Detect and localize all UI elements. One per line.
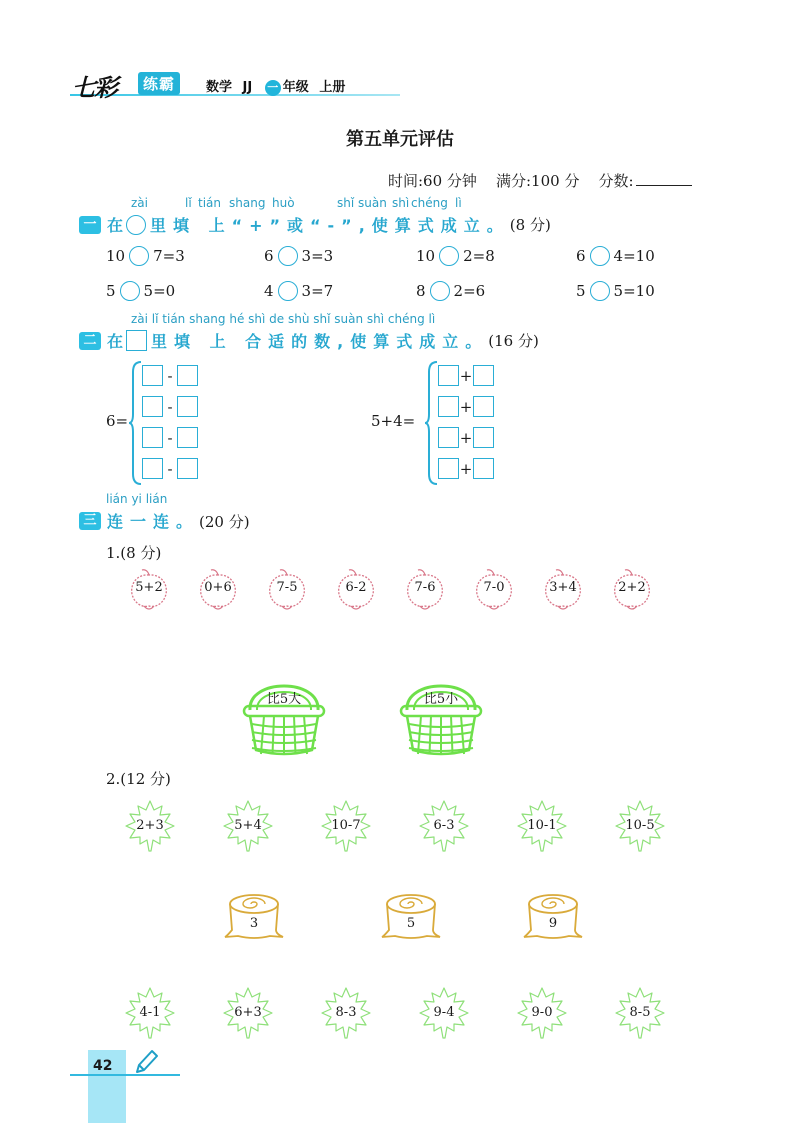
fill-row: + (438, 453, 494, 484)
peach-card-text: 7-0 (483, 580, 505, 595)
header-info (206, 76, 345, 96)
leaf-card-text: 6-3 (433, 818, 455, 833)
leaf-card[interactable] (122, 798, 178, 854)
score-label: 分数: (598, 172, 634, 190)
answer-circle[interactable] (278, 246, 298, 266)
stump-card[interactable] (224, 892, 284, 940)
answer-box[interactable] (142, 458, 163, 479)
section3-instruction: 连一连。(20 分) (107, 512, 250, 531)
leaf-card[interactable] (318, 798, 374, 854)
equation: 5 5=10 (576, 282, 655, 300)
leaf-card[interactable] (220, 798, 276, 854)
section3-score: (20 分) (199, 513, 250, 531)
peach-card-text: 7-6 (414, 580, 436, 595)
section1-equations (106, 246, 706, 316)
peach-card-text: 3+4 (549, 580, 577, 595)
equation: 10 2=8 (416, 247, 495, 265)
brace-left-label: 6= (106, 412, 129, 430)
peach-card-text: 6-2 (345, 580, 367, 595)
section1-score: (8 分) (509, 216, 551, 234)
answer-box[interactable] (142, 365, 163, 386)
fill-row: - (142, 391, 198, 422)
leaf-card[interactable] (612, 798, 668, 854)
peach-card-text: 2+2 (618, 580, 646, 595)
subject: 数学 (206, 80, 233, 95)
answer-circle[interactable] (590, 246, 610, 266)
section3-pinyin: lián yi lián (106, 492, 168, 506)
stump-card-text: 5 (406, 916, 416, 931)
equation: 4 3=7 (264, 282, 334, 300)
edition: JJ (242, 80, 253, 95)
peach-card[interactable] (196, 568, 240, 612)
part1-label: 1.(8 分) (106, 544, 162, 562)
leaf-card-text: 5+4 (234, 818, 262, 833)
fill-row: - (142, 453, 198, 484)
answer-box[interactable] (142, 427, 163, 448)
basket-card[interactable] (397, 668, 485, 758)
peach-card[interactable] (265, 568, 309, 612)
brand-logo-badge: 练霸 (138, 72, 180, 95)
brand-logo: 七彩 (72, 74, 116, 102)
right-fill-group (438, 360, 494, 484)
leaf-card-text: 10-5 (625, 818, 655, 833)
leaf-card[interactable] (416, 985, 472, 1041)
answer-circle[interactable] (120, 281, 140, 301)
peach-card-text: 7-5 (276, 580, 298, 595)
section1-instruction: 在 里填 上“+”或“-”,使算式成立。 (8 分) (107, 216, 551, 235)
leaf-card-text: 2+3 (136, 818, 164, 833)
section2-instruction: 在 里填 上 合适的数,使算式成立。 (16 分) (107, 332, 539, 351)
answer-box[interactable] (177, 458, 198, 479)
leaf-card[interactable] (122, 985, 178, 1041)
circle-symbol (126, 215, 146, 235)
basket-card-text: 比5小 (423, 692, 459, 707)
volume: 上册 (319, 80, 346, 95)
answer-box[interactable] (177, 365, 198, 386)
leaf-card-text: 8-3 (335, 1005, 357, 1020)
basket-icon (397, 668, 485, 758)
leaf-card-text: 6+3 (234, 1005, 262, 1020)
page-number: 42 (93, 1058, 113, 1074)
stump-card[interactable] (523, 892, 583, 940)
peach-card[interactable] (127, 568, 171, 612)
answer-box[interactable] (142, 396, 163, 417)
answer-box[interactable] (438, 458, 459, 479)
answer-box[interactable] (438, 427, 459, 448)
fill-row: + (438, 360, 494, 391)
basket-card[interactable] (240, 668, 328, 758)
section2-pinyin: zài lǐ tián shang hé shì de shù shǐ suàn shì chéng lì (131, 312, 436, 326)
exam-info (388, 170, 692, 191)
leaf-card-text: 9-0 (531, 1005, 553, 1020)
answer-circle[interactable] (278, 281, 298, 301)
answer-circle[interactable] (439, 246, 459, 266)
fill-row: - (142, 360, 198, 391)
equation: 6 3=3 (264, 247, 334, 265)
pencil-icon (133, 1048, 159, 1076)
peach-card[interactable] (403, 568, 447, 612)
answer-box[interactable] (473, 427, 494, 448)
peach-card[interactable] (541, 568, 585, 612)
answer-box[interactable] (473, 458, 494, 479)
answer-circle[interactable] (590, 281, 610, 301)
fill-row: + (438, 391, 494, 422)
leaf-card[interactable] (220, 985, 276, 1041)
peach-card[interactable] (610, 568, 654, 612)
peach-card[interactable] (472, 568, 516, 612)
answer-box[interactable] (473, 365, 494, 386)
section2-badge: 二 (79, 332, 101, 350)
equation: 8 2=6 (416, 282, 486, 300)
leaf-card[interactable] (416, 798, 472, 854)
left-brace (128, 360, 142, 486)
answer-box[interactable] (473, 396, 494, 417)
answer-box[interactable] (177, 427, 198, 448)
stump-card-text: 9 (548, 916, 558, 931)
section3-badge: 三 (79, 512, 101, 530)
answer-circle[interactable] (129, 246, 149, 266)
leaf-card-text: 8-5 (629, 1005, 651, 1020)
fill-row: + (438, 422, 494, 453)
leaf-card[interactable] (514, 985, 570, 1041)
stump-card[interactable] (381, 892, 441, 940)
section1-badge: 一 (79, 216, 101, 234)
answer-box[interactable] (438, 396, 459, 417)
leaf-card[interactable] (318, 985, 374, 1041)
stump-card-text: 3 (249, 916, 259, 931)
peach-card[interactable] (334, 568, 378, 612)
leaf-card-text: 4-1 (139, 1005, 161, 1020)
left-fill-group (142, 360, 198, 484)
part2-label: 2.(12 分) (106, 770, 171, 788)
basket-icon (240, 668, 328, 758)
leaf-card-text: 9-4 (433, 1005, 455, 1020)
footer-rule (70, 1074, 180, 1076)
equation: 6 4=10 (576, 247, 655, 265)
answer-box[interactable] (438, 365, 459, 386)
time-limit: 时间:60 分钟 (388, 172, 477, 190)
leaf-card-text: 10-1 (527, 818, 557, 833)
equation: 10 7=3 (106, 247, 185, 265)
grade-number: 一 (265, 80, 281, 96)
box-symbol (126, 330, 147, 351)
right-brace (424, 360, 438, 486)
section2-score: (16 分) (488, 332, 539, 350)
score-blank[interactable] (636, 171, 692, 186)
leaf-card[interactable] (612, 985, 668, 1041)
peach-card-text: 0+6 (204, 580, 232, 595)
page-title: 第五单元评估 (346, 129, 454, 150)
equation: 5 5=0 (106, 282, 176, 300)
peach-card-text: 5+2 (135, 580, 163, 595)
full-score: 满分:100 分 (496, 172, 580, 190)
leaf-card-text: 10-7 (331, 818, 361, 833)
grade: 年级 (282, 80, 309, 95)
basket-card-text: 比5大 (266, 692, 302, 707)
fill-row: - (142, 422, 198, 453)
answer-box[interactable] (177, 396, 198, 417)
leaf-card[interactable] (514, 798, 570, 854)
brace-right-label: 5+4= (371, 412, 416, 430)
answer-circle[interactable] (430, 281, 450, 301)
